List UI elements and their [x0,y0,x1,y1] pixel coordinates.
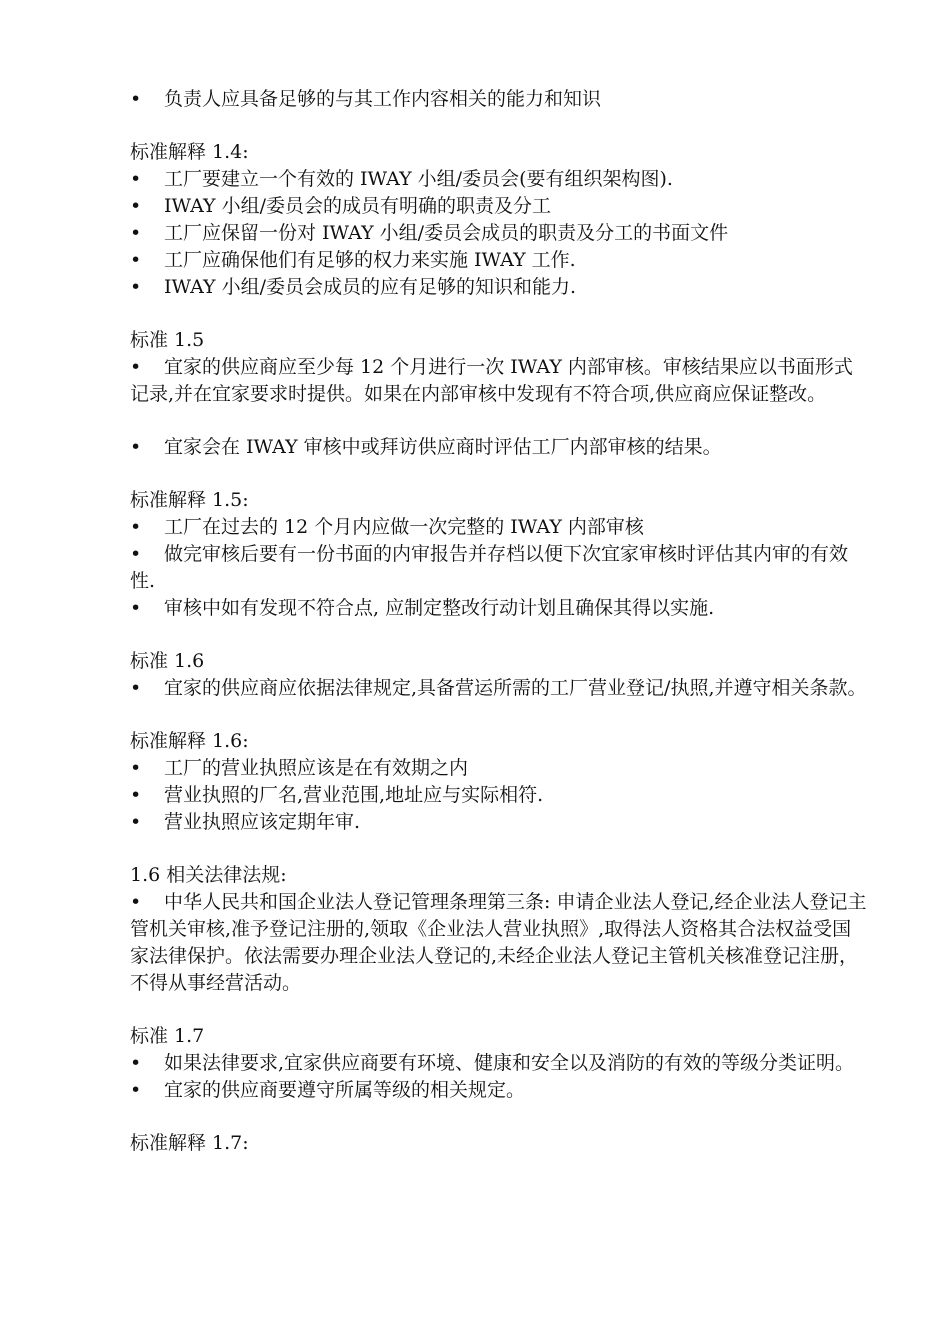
section-heading: 标准解释 1.4: [130,141,249,163]
bullet-text: 宜家的供应商要遵守所属等级的相关规定。 [164,1079,526,1101]
section-heading: 标准 1.5 [130,329,205,351]
section [130,487,870,622]
bullet-text: 工厂要建立一个有效的 IWAY 小组/委员会(要有组织架构图). [164,168,673,190]
bullet-mark: • [130,436,142,458]
section-heading: 标准 1.7 [130,1025,205,1047]
bullet-item [130,86,870,113]
section-heading: 标准解释 1.5: [130,489,249,511]
bullet-mark: • [130,1079,142,1101]
bullet-text: 营业执照的厂名,营业范围,地址应与实际相符. [164,784,544,806]
bullet-item [130,354,870,408]
bullet-text: 宜家的供应商应依据法律规定,具备营运所需的工厂营业登记/执照,并遵守相关条款。 [164,677,867,699]
bullet-mark: • [130,811,142,833]
document-page [130,86,870,1183]
bullet-item [130,166,870,193]
bullet-text: 宜家的供应商应至少每 12 个月进行一次 IWAY 内部审核。审核结果应以书面形式记录,并在宜家要求时提供。如果在内部审核中发现有不符合项,供应商应保证整改。 [130,356,853,405]
section-heading: 标准解释 1.7: [130,1132,249,1154]
bullet-item [130,809,870,836]
bullet-item [130,755,870,782]
bullet-mark: • [130,597,142,619]
bullet-mark: • [130,891,142,913]
bullet-text: IWAY 小组/委员会的成员有明确的职责及分工 [164,195,552,217]
section-heading: 标准 1.6 [130,650,205,672]
section [130,648,870,702]
bullet-mark: • [130,195,142,217]
bullet-text: IWAY 小组/委员会成员的应有足够的知识和能力. [164,276,577,298]
section [130,139,870,301]
bullet-text: 做完审核后要有一份书面的内审报告并存档以便下次宜家审核时评估其内审的有效性. [130,543,849,592]
bullet-item [130,1077,870,1104]
bullet-text: 工厂应确保他们有足够的权力来实施 IWAY 工作. [164,249,576,271]
bullet-mark: • [130,168,142,190]
bullet-mark: • [130,222,142,244]
section-heading: 标准解释 1.6: [130,730,249,752]
bullet-mark: • [130,677,142,699]
bullet-item [130,247,870,274]
bullet-mark: • [130,516,142,538]
bullet-text: 如果法律要求,宜家供应商要有环境、健康和安全以及消防的有效的等级分类证明。 [164,1052,855,1074]
bullet-mark: • [130,356,142,378]
bullet-mark: • [130,249,142,271]
bullet-mark: • [130,276,142,298]
section [130,728,870,836]
bullet-mark: • [130,543,142,565]
section [130,1023,870,1104]
bullet-text: 负责人应具备足够的与其工作内容相关的能力和知识 [164,88,602,110]
bullet-item [130,274,870,301]
bullet-text: 审核中如有发现不符合点, 应制定整改行动计划且确保其得以实施. [164,597,715,619]
bullet-item [130,541,870,595]
sections-container [130,139,870,1157]
bullet-item [130,675,870,702]
bullet-item [130,889,870,997]
bullet-item [130,193,870,220]
section [130,1130,870,1157]
bullet-text: 工厂的营业执照应该是在有效期之内 [164,757,469,779]
bullet-item [130,595,870,622]
bullet-mark: • [130,757,142,779]
section [130,862,870,997]
bullet-text: 营业执照应该定期年审. [164,811,361,833]
paragraph-gap [130,408,870,434]
section [130,327,870,461]
bullet-mark: • [130,784,142,806]
bullet-item [130,434,870,461]
bullet-mark: • [130,88,142,110]
bullet-text: 工厂应保留一份对 IWAY 小组/委员会成员的职责及分工的书面文件 [164,222,729,244]
bullet-mark: • [130,1052,142,1074]
bullet-text: 工厂在过去的 12 个月内应做一次完整的 IWAY 内部审核 [164,516,644,538]
bullet-text: 宜家会在 IWAY 审核中或拜访供应商时评估工厂内部审核的结果。 [164,436,722,458]
bullet-item [130,782,870,809]
section-heading: 1.6 相关法律法规: [130,864,287,886]
bullet-item [130,514,870,541]
bullet-item [130,1050,870,1077]
bullet-text: 中华人民共和国企业法人登记管理条理第三条: 申请企业法人登记,经企业法人登记主管机关审核,准予登记注册的,领取《企业法人营业执照》,取得法人资格其合法权益受国家法律保护。依法需要办理企业法人登记的,未经企业法人登记主管机关核准登记注册，不得从事经营活动。 [130,891,867,994]
bullet-item [130,220,870,247]
